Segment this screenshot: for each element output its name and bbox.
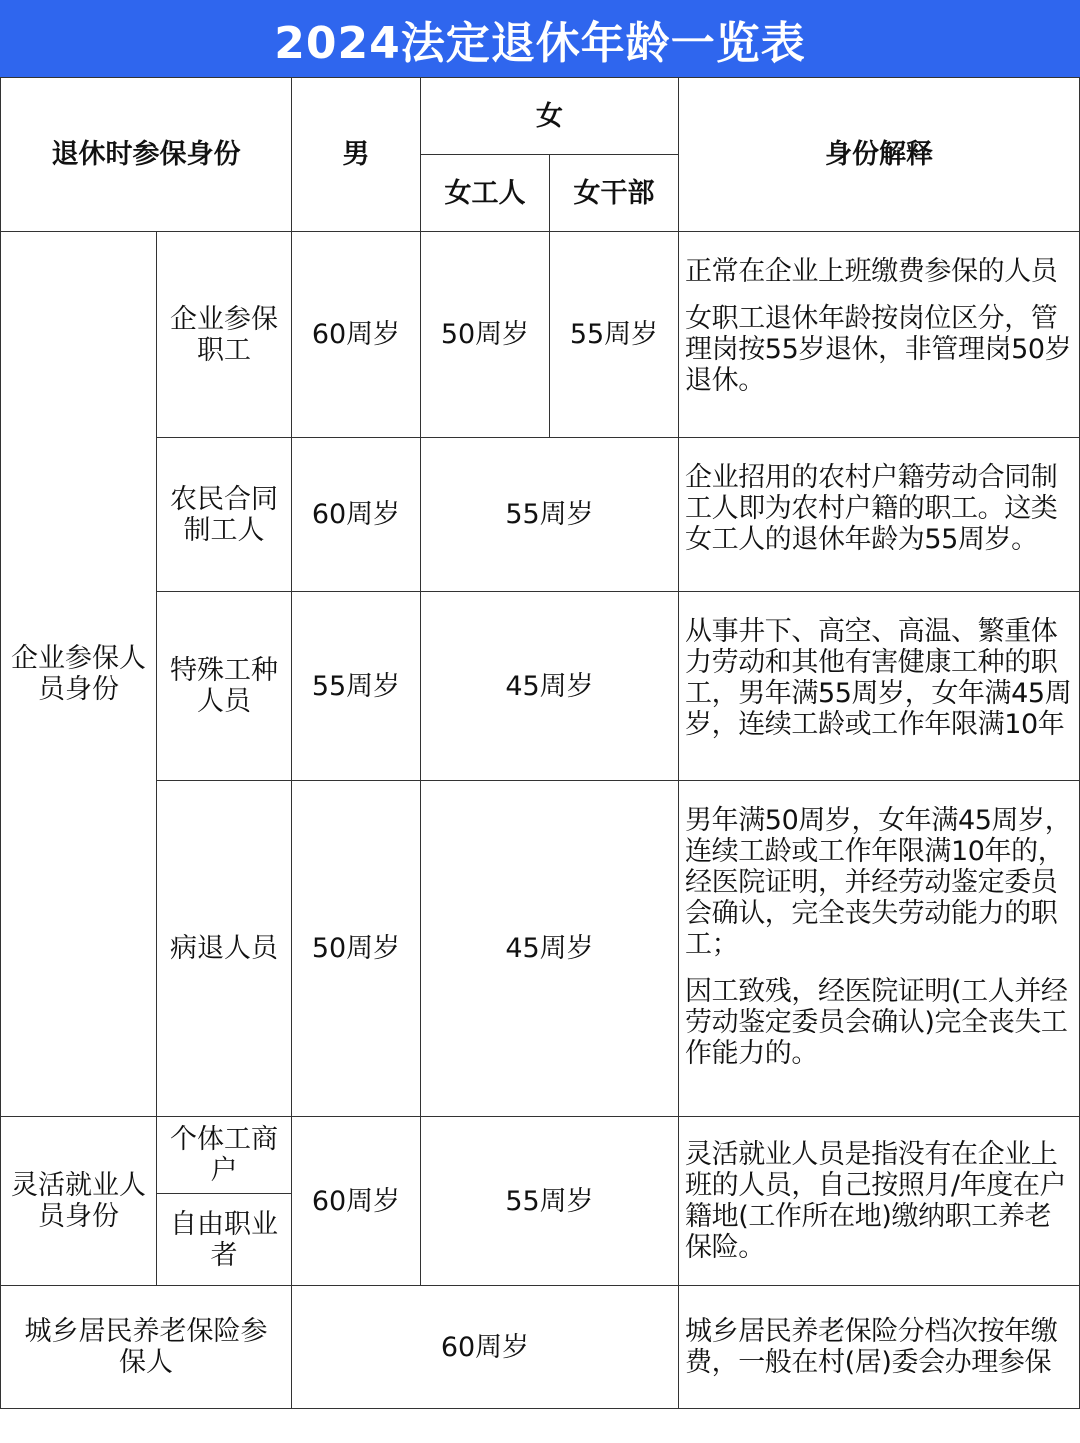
- explanation-cell: [679, 232, 1080, 438]
- table-row: [1, 438, 1080, 592]
- female-age: 45周岁: [421, 781, 679, 1117]
- retirement-age-table: [0, 77, 1080, 1409]
- explanation-text: 女职工退休年龄按岗位区分，管理岗按55岁退休，非管理岗50岁退休。: [685, 303, 1072, 396]
- male-age: 60周岁: [292, 438, 421, 592]
- row-name: 特殊工种人员: [157, 592, 292, 781]
- female-age: 55周岁: [421, 1117, 679, 1286]
- explanation-cell: [679, 592, 1080, 781]
- female-worker-age: 50周岁: [421, 232, 550, 438]
- header-row: [1, 78, 1080, 155]
- explanation-text: 因工致残，经医院证明(工人并经劳动鉴定委员会确认)完全丧失工作能力的。: [685, 976, 1068, 1069]
- explanation-text: 正常在企业上班缴费参保的人员: [685, 256, 1058, 287]
- header-male: 男: [292, 78, 421, 232]
- table-row: [1, 592, 1080, 781]
- male-age: 50周岁: [292, 781, 421, 1117]
- table-row: [1, 232, 1080, 438]
- explanation-cell: [679, 1286, 1080, 1409]
- row-name: 农民合同制工人: [157, 438, 292, 592]
- explanation-text: 企业招用的农村户籍劳动合同制工人即为农村户籍的职工。这类女工人的退休年龄为55周岁。: [685, 462, 1058, 555]
- explanation-text: 城乡居民养老保险分档次按年缴费，一般在村(居)委会办理参保: [685, 1316, 1058, 1378]
- row-name: 自由职业者: [157, 1194, 292, 1286]
- header-identity: 退休时参保身份: [1, 78, 292, 232]
- male-age: 60周岁: [292, 232, 421, 438]
- male-age: 55周岁: [292, 592, 421, 781]
- male-age: 60周岁: [292, 1117, 421, 1286]
- table-row: [1, 1286, 1080, 1409]
- explanation-cell: [679, 781, 1080, 1117]
- header-explanation: 身份解释: [679, 78, 1080, 232]
- explanation-text: 从事井下、高空、高温、繁重体力劳动和其他有害健康工种的职工，男年满55周岁，女年满45周岁，连续工龄或工作年限满10年: [685, 616, 1072, 740]
- explanation-cell: [679, 1117, 1080, 1286]
- explanation-text: 男年满50周岁，女年满45周岁，连续工龄或工作年限满10年的，经医院证明，并经劳动鉴定委员会确认，完全丧失劳动能力的职工；: [685, 805, 1072, 960]
- title-banner: [0, 0, 1080, 77]
- row-name: 企业参保职工: [157, 232, 292, 438]
- female-age: 55周岁: [421, 438, 679, 592]
- row-name: 城乡居民养老保险参保人: [1, 1286, 292, 1409]
- female-cadre-age: 55周岁: [550, 232, 679, 438]
- age: 60周岁: [292, 1286, 679, 1409]
- explanation-cell: [679, 438, 1080, 592]
- table-row: [1, 1117, 1080, 1194]
- header-female-worker: 女工人: [421, 155, 550, 232]
- group-flexible: 灵活就业人员身份: [1, 1117, 157, 1286]
- row-name: 个体工商户: [157, 1117, 292, 1194]
- group-enterprise: 企业参保人员身份: [1, 232, 157, 1117]
- header-female: 女: [421, 78, 679, 155]
- row-name: 病退人员: [157, 781, 292, 1117]
- explanation-text: 灵活就业人员是指没有在企业上班的人员，自己按照月/年度在户籍地(工作所在地)缴纳职工养老保险。: [685, 1139, 1067, 1263]
- table-row: [1, 781, 1080, 1117]
- female-age: 45周岁: [421, 592, 679, 781]
- header-female-cadre: 女干部: [550, 155, 679, 232]
- page-title: 2024法定退休年龄一览表: [274, 17, 806, 69]
